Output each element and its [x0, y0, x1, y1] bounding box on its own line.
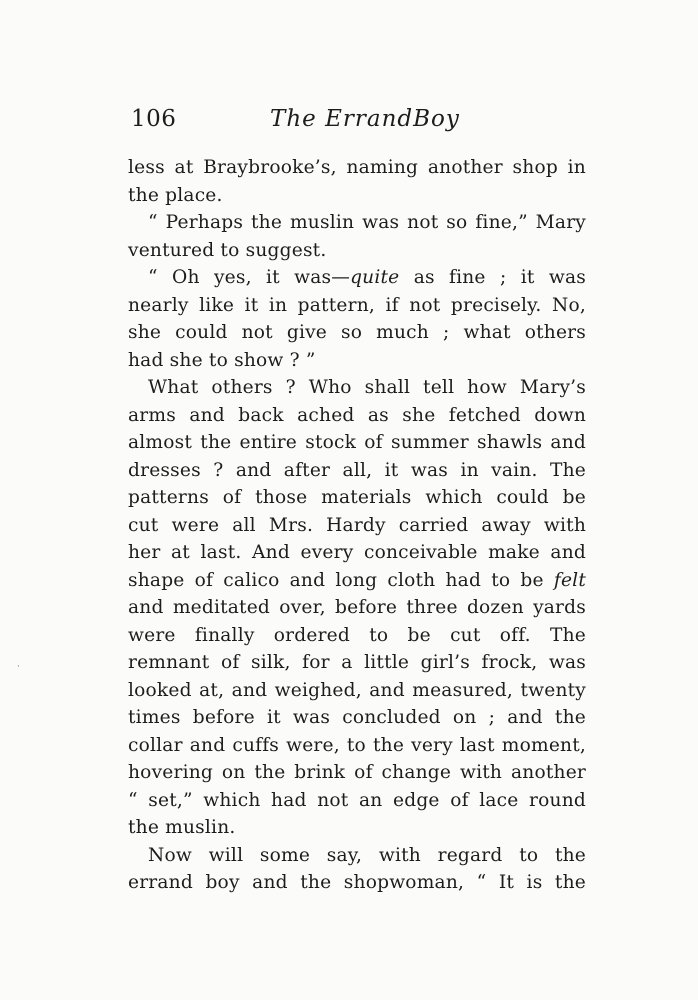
text-line: she could not give so much ; what others — [128, 322, 586, 343]
text-line: looked at, and weighed, and measured, twenty — [128, 679, 586, 701]
running-title: The ErrandBoy — [270, 106, 460, 132]
text-line: ventured to suggest. — [128, 239, 327, 261]
text-line: remnant of silk, for a little girl’s frock, was — [128, 652, 586, 673]
text-line: collar and cuffs were, to the very last moment, — [128, 734, 586, 756]
text-line: patterns of those materials which could be — [128, 487, 586, 508]
text-line: errand boy and the shopwoman, “ It is the — [128, 872, 586, 893]
page-number: 106 — [131, 106, 177, 132]
text-line: Now will some say, with regard to the — [148, 844, 586, 866]
margin-speck: · — [17, 662, 20, 672]
text-line: “ Oh yes, it was—quite as fine ; it was — [148, 267, 586, 288]
text-line: her at last. And every conceivable make and — [128, 542, 586, 563]
text-line: shape of calico and long cloth had to be felt — [128, 569, 586, 591]
text-line: the place. — [128, 184, 223, 206]
text-line: cut were all Mrs. Hardy carried away with — [128, 514, 586, 536]
text-line: times before it was concluded on ; and the — [128, 707, 586, 728]
text-line: were finally ordered to be cut off. The — [128, 624, 586, 646]
text-line: less at Braybrooke’s, naming another shop in — [128, 157, 586, 178]
text-line: “ set,” which had not an edge of lace round — [128, 789, 586, 811]
body-text — [128, 154, 586, 897]
text-line: dresses ? and after all, it was in vain. The — [128, 459, 586, 481]
text-line: the muslin. — [128, 817, 236, 838]
text-line: hovering on the brink of change with another — [128, 762, 586, 783]
text-line: “ Perhaps the muslin was not so fine,” Mary — [148, 212, 586, 233]
text-line: arms and back ached as she fetched down — [128, 404, 586, 426]
page-header — [128, 106, 588, 140]
text-line: almost the entire stock of summer shawls and — [128, 432, 586, 453]
text-line: What others ? Who shall tell how Mary’s — [148, 377, 586, 398]
text-line: nearly like it in pattern, if not precisely. No, — [128, 294, 586, 316]
text-line: had she to show ? ” — [128, 349, 316, 371]
text-line: and meditated over, before three dozen yards — [128, 597, 586, 618]
